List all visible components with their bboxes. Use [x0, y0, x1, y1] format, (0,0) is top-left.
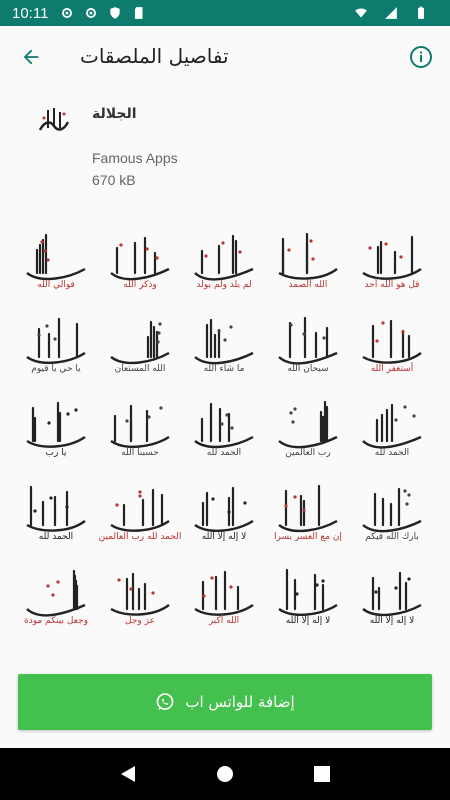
sticker-label: الله أكبر	[208, 616, 240, 626]
sticker-calligraphy-image	[271, 305, 345, 379]
sd-card-icon	[132, 6, 146, 20]
pack-name: الجلالة	[92, 106, 137, 122]
pack-tray-icon	[34, 100, 76, 142]
arrow-back-icon	[20, 46, 42, 68]
sticker-item[interactable]	[14, 552, 98, 636]
sticker-item[interactable]	[98, 552, 182, 636]
sticker-label: بارك الله فيكم	[365, 532, 419, 542]
sticker-calligraphy-image	[103, 557, 177, 631]
status-bar	[0, 0, 450, 26]
sticker-item[interactable]	[266, 468, 350, 552]
sticker-calligraphy-image	[187, 305, 261, 379]
sticker-calligraphy-image	[103, 305, 177, 379]
sticker-calligraphy-image	[271, 221, 345, 295]
sticker-label: الله المستعان	[114, 364, 166, 374]
sticker-item[interactable]	[98, 300, 182, 384]
sticker-label: لا إله إلا الله	[285, 616, 331, 626]
sticker-label: إن مع العسر يسرا	[274, 532, 342, 542]
triangle-back-icon	[119, 765, 137, 783]
sticker-item[interactable]	[182, 384, 266, 468]
sticker-calligraphy-image	[355, 221, 429, 295]
sticker-label: الحمد لله	[374, 448, 410, 458]
shield-icon	[108, 6, 122, 20]
sticker-item[interactable]	[98, 216, 182, 300]
sticker-label: يا رب	[45, 448, 67, 458]
sticker-label: أستغفر الله	[370, 364, 414, 374]
wifi-icon	[354, 6, 368, 20]
back-button[interactable]	[14, 40, 48, 74]
system-nav-bar	[0, 748, 450, 800]
page-title: تفاصيل الملصقات	[80, 44, 229, 68]
sticker-item[interactable]	[350, 552, 434, 636]
add-button-label: إضافة للواتس اب	[185, 693, 295, 711]
sticker-calligraphy-image	[187, 557, 261, 631]
sticker-item[interactable]	[14, 468, 98, 552]
sticker-calligraphy-image	[187, 389, 261, 463]
sticker-grid	[14, 216, 436, 636]
sticker-label: يا حي يا قيوم	[31, 364, 81, 374]
sticker-calligraphy-image	[19, 557, 93, 631]
add-to-whatsapp-button[interactable]	[18, 674, 432, 730]
gear-icon	[84, 6, 98, 20]
sticker-label: الله الصمد	[288, 280, 328, 290]
sticker-calligraphy-image	[98, 473, 182, 547]
nav-back-button[interactable]	[116, 762, 140, 786]
sticker-label: رب العالمين	[285, 448, 331, 458]
sticker-item[interactable]	[350, 300, 434, 384]
sticker-calligraphy-image	[187, 221, 261, 295]
circle-home-icon	[216, 765, 234, 783]
sticker-item[interactable]	[182, 552, 266, 636]
sticker-label: عز وجل	[125, 616, 155, 626]
sticker-item[interactable]	[182, 216, 266, 300]
sticker-calligraphy-image	[271, 473, 345, 547]
sticker-label: لم يلد ولم يولد	[196, 280, 252, 290]
sticker-item[interactable]	[266, 216, 350, 300]
sticker-calligraphy-image	[355, 389, 429, 463]
info-button[interactable]	[406, 42, 436, 72]
pack-publisher: Famous Apps	[92, 150, 178, 166]
sticker-item[interactable]	[266, 384, 350, 468]
pack-size: 670 kB	[92, 172, 136, 188]
whatsapp-icon	[155, 692, 175, 712]
sticker-label: ما شاء الله	[203, 364, 245, 374]
sticker-calligraphy-image	[271, 389, 345, 463]
status-time: 10:11	[12, 4, 49, 22]
sticker-item[interactable]	[14, 216, 98, 300]
sticker-item[interactable]	[14, 300, 98, 384]
sticker-calligraphy-image	[103, 389, 177, 463]
sticker-label: حسبنا الله	[121, 448, 159, 458]
sticker-label: الحمد لله	[38, 532, 74, 542]
sticker-label: لا إله إلا الله	[369, 616, 415, 626]
battery-icon	[414, 6, 428, 20]
sticker-item[interactable]	[182, 468, 266, 552]
pack-header	[0, 98, 450, 198]
nav-recents-button[interactable]	[310, 762, 334, 786]
sticker-item[interactable]	[266, 300, 350, 384]
sticker-label: الحمد لله	[206, 448, 242, 458]
gear-icon	[60, 6, 74, 20]
sticker-label: وذكر الله	[123, 280, 157, 290]
sticker-label: لا إله إلا الله	[201, 532, 247, 542]
sticker-calligraphy-image	[19, 305, 93, 379]
sticker-label: قل هو الله أحد	[364, 280, 420, 290]
sticker-item[interactable]	[98, 468, 182, 552]
info-icon	[409, 45, 433, 69]
signal-icon	[384, 6, 398, 20]
sticker-calligraphy-image	[355, 473, 429, 547]
sticker-item[interactable]	[266, 552, 350, 636]
sticker-item[interactable]	[14, 384, 98, 468]
sticker-item[interactable]	[350, 468, 434, 552]
sticker-calligraphy-image	[103, 221, 177, 295]
sticker-calligraphy-image	[271, 557, 345, 631]
sticker-item[interactable]	[350, 384, 434, 468]
sticker-calligraphy-image	[19, 221, 93, 295]
sticker-calligraphy-image	[355, 305, 429, 379]
sticker-label: فوالي الله	[37, 280, 75, 290]
sticker-label: وجعل بينكم مودة	[24, 616, 88, 626]
app-bar	[0, 26, 450, 88]
sticker-item[interactable]	[350, 216, 434, 300]
sticker-calligraphy-image	[187, 473, 261, 547]
sticker-label: الحمد لله رب العالمين	[98, 532, 182, 542]
nav-home-button[interactable]	[213, 762, 237, 786]
sticker-label: سبحان الله	[287, 364, 329, 374]
sticker-item[interactable]	[182, 300, 266, 384]
sticker-item[interactable]	[98, 384, 182, 468]
sticker-calligraphy-image	[19, 389, 93, 463]
sticker-calligraphy-image	[355, 557, 429, 631]
sticker-calligraphy-image	[19, 473, 93, 547]
square-recents-icon	[314, 766, 330, 782]
